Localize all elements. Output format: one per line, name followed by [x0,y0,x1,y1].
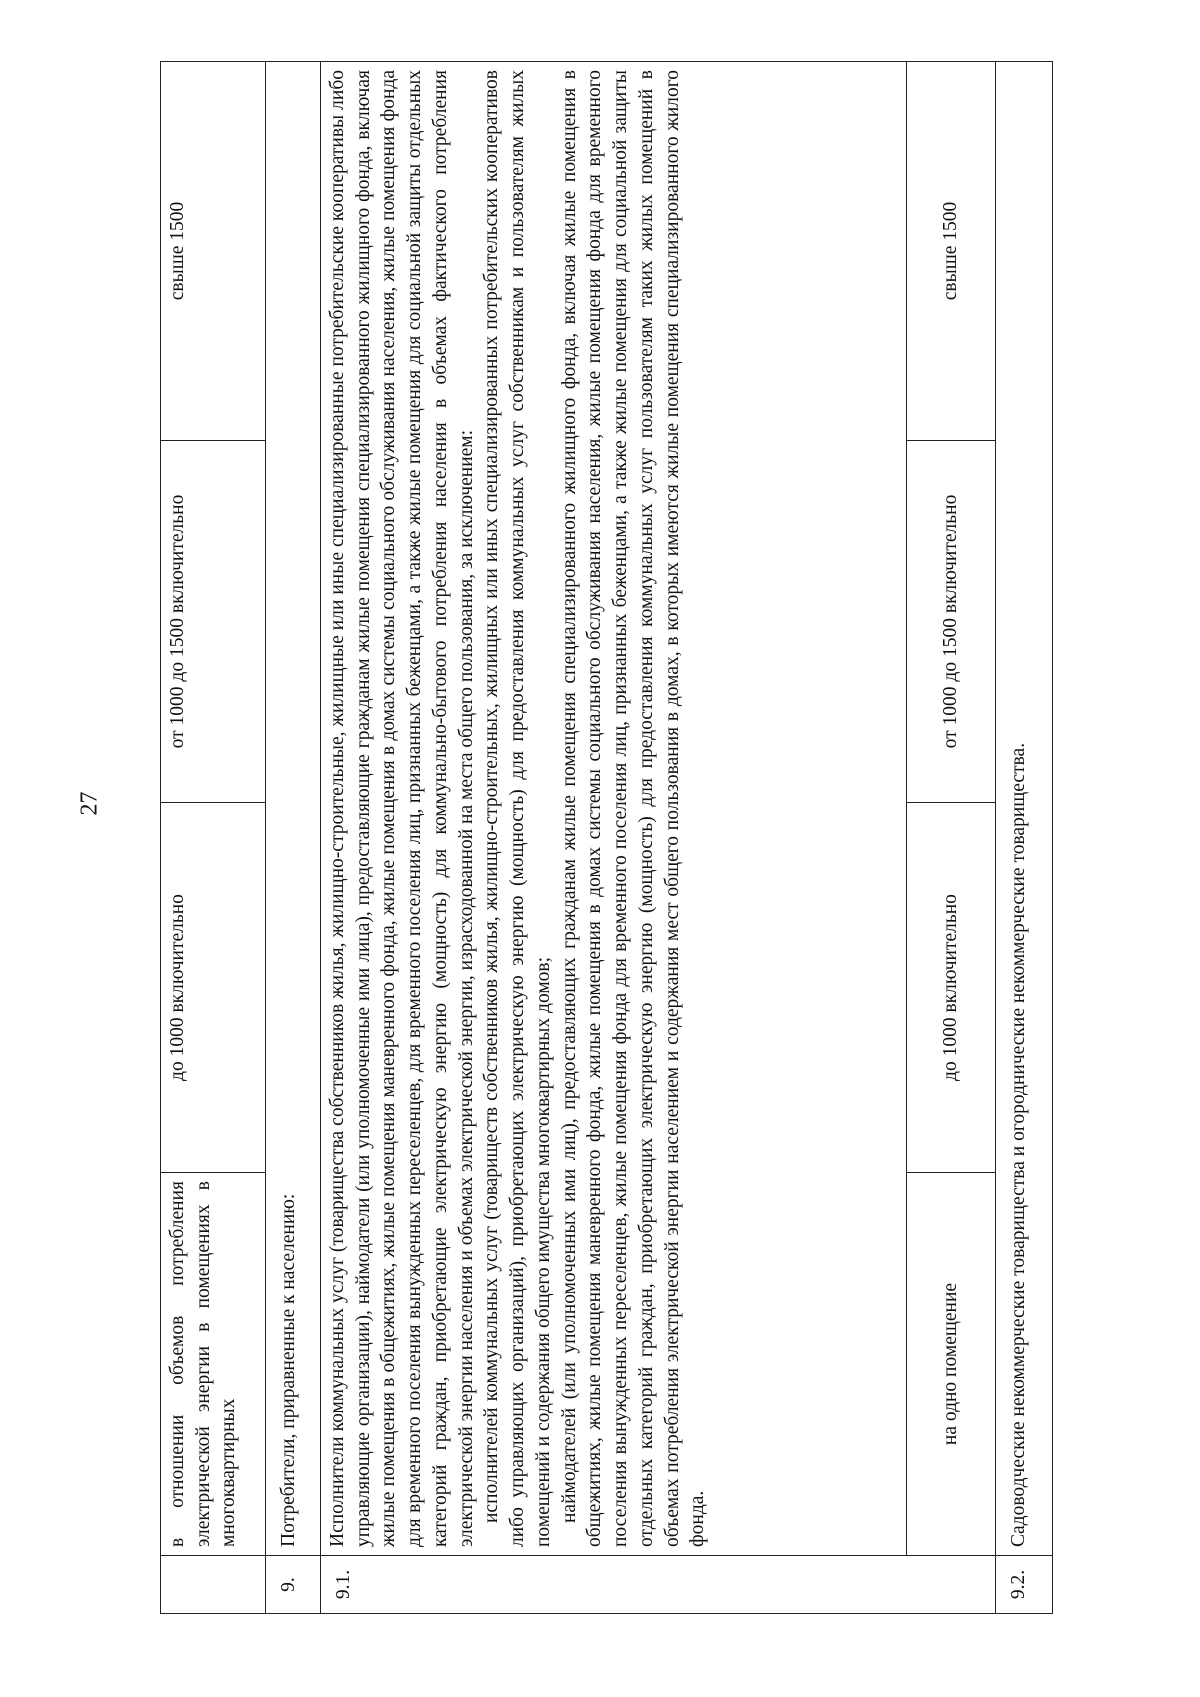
description-paragraph: Исполнители коммунальных услуг (товарищества собственников жилья, жилищно-строительные, жилищные или иные специализированные потребительские кооперативы либо управляющие организации), наймодатели (или уполномоченные ими лица), предоставляющие гражданам жилые помещения специализированного жилищного фонда, включая жилые помещения в общежитиях, жилые помещения маневренного фонда, жилые помещения в домах системы социального обслуживания населения, жилые помещения фонда для временного поселения вынужденных переселенцев, для временного поселения лиц, признанных беженцами, а также жилые помещения для социальной защиты отдельных категорий граждан, приобретающие электрическую энергию (мощность) для коммунально-бытового потребления населения в объемах фактического потребления электрической энергии населения и объемах электрической энергии, израсходованной на места общего пользования, за исключением: [327,70,477,1547]
table-row-9-1 [321,62,907,1614]
consumption-label-cell: в отношении объемов потребления электрической энергии в помещениях в многоквартирных [161,1173,266,1556]
row-number: 9.2. [996,1556,1053,1614]
row-number: 9. [266,1556,321,1614]
description-paragraph: исполнителей коммунальных услуг (товариществ собственников жилья, жилищно-строительных, жилищных или иных специализированных потребительских кооперативов либо управляющих организаций), приобретающих электрическую энергию (мощность) для предоставления коммунальных услуг собственникам и пользователям жилых помещений и содержания общего имущества многоквартирных домов; [481,70,554,1547]
category-description [321,62,907,1556]
category-title: Потребители, приравненные к населению: [266,62,321,1556]
range-1000-1500: от 1000 до 1500 включительно [161,441,266,803]
table-row-head [161,62,266,1614]
num-cell-empty [161,1556,266,1614]
range-up-to-1000: до 1000 включительно [907,803,996,1173]
rotated-sheet [160,62,1040,1614]
category-title: Садоводческие некоммерческие товарищества и огороднические некоммерческие товарищества. [996,62,1053,1556]
range-over-1500: свыше 1500 [161,62,266,441]
table-row-9-2 [996,62,1053,1614]
row-number: 9.1. [321,1556,996,1614]
range-over-1500: свыше 1500 [907,62,996,441]
page-number: 27 [76,791,103,816]
per-premise-label: на одно помещение [907,1173,996,1556]
table-row-9-1-ranges [907,62,996,1614]
description-paragraph: наймодателей (или уполномоченных ими лиц), предоставляющих гражданам жилые помещения специализированного жилищного фонда, включая жилые помещения в общежитиях, жилые помещения маневренного фонда, жилые помещения в домах системы социального обслуживания населения, жилые помещения фонда для временного поселения вынужденных переселенцев, жилые помещения фонда для временного поселения лиц, признанных беженцами, а также жилые помещения для социальной защиты отдельных категорий граждан, приобретающих электрическую энергию (мощность) для предоставления коммунальных услуг пользователям таких жилых помещений в объемах потребления электрической энергии населением и содержания мест общего пользования в домах, в которых имеются жилые помещения специализированного жилого фонда. [558,70,709,1547]
range-up-to-1000: до 1000 включительно [161,803,266,1173]
tariff-table [160,61,1053,1614]
table-row-9 [266,62,321,1614]
range-1000-1500: от 1000 до 1500 включительно [907,441,996,803]
